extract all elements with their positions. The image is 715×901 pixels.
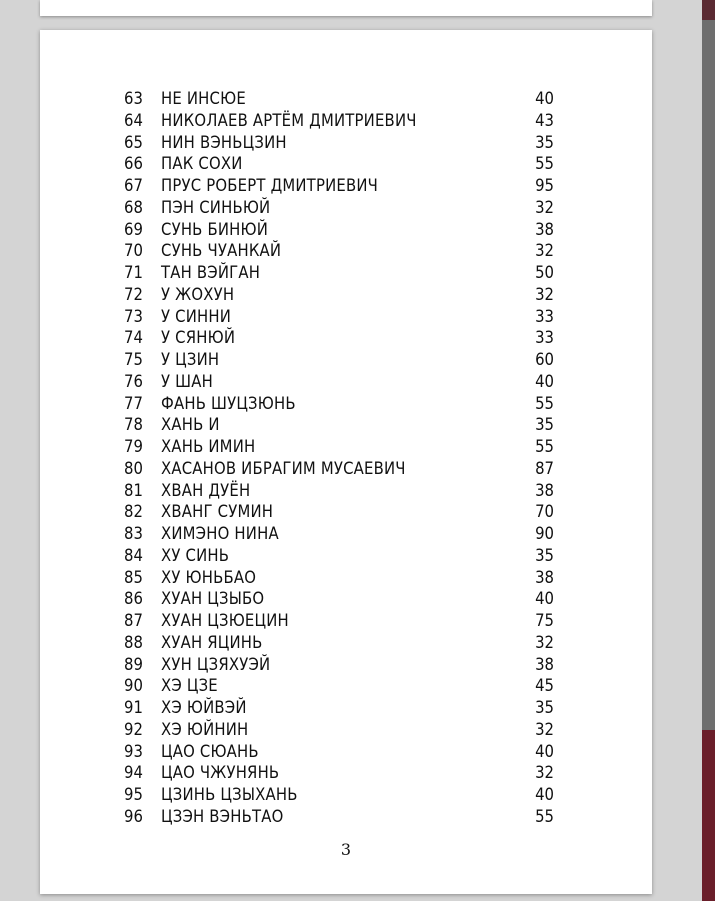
row-number: 87 bbox=[124, 611, 143, 630]
row-number: 90 bbox=[124, 676, 143, 696]
row-number: 83 bbox=[124, 524, 143, 543]
list-item bbox=[124, 675, 554, 697]
list-item bbox=[124, 88, 554, 110]
previous-page-edge bbox=[40, 0, 652, 16]
list-item bbox=[124, 697, 554, 719]
participant-name: У ШАН bbox=[161, 371, 213, 391]
row-number: 72 bbox=[124, 284, 143, 304]
row-number: 75 bbox=[124, 350, 143, 369]
list-item bbox=[124, 284, 554, 306]
score-value: 43 bbox=[535, 110, 554, 130]
list-item bbox=[124, 306, 554, 328]
score-value: 35 bbox=[535, 415, 554, 435]
row-number: 70 bbox=[124, 241, 143, 261]
score-value: 90 bbox=[535, 524, 554, 543]
participant-name: У ЦЗИН bbox=[161, 350, 220, 369]
list-item bbox=[124, 632, 554, 654]
list-item bbox=[124, 741, 554, 763]
list-item bbox=[124, 371, 554, 393]
row-number: 67 bbox=[124, 176, 143, 195]
score-value: 45 bbox=[535, 676, 554, 696]
score-value: 32 bbox=[535, 763, 554, 783]
score-value: 40 bbox=[535, 741, 554, 761]
score-value: 35 bbox=[535, 132, 554, 152]
score-value: 87 bbox=[535, 458, 554, 478]
row-number: 66 bbox=[124, 154, 143, 174]
participant-name: ЦЗЭН ВЭНЬТАО bbox=[161, 806, 284, 826]
list-item bbox=[124, 567, 554, 589]
list-item bbox=[124, 480, 554, 502]
row-number: 81 bbox=[124, 480, 143, 500]
row-number: 71 bbox=[124, 263, 143, 282]
participant-name: ХЭ ЮЙНИН bbox=[161, 719, 249, 739]
list-item bbox=[124, 132, 554, 154]
list-item bbox=[124, 806, 554, 828]
list-item bbox=[124, 545, 554, 567]
list-item bbox=[124, 719, 554, 741]
participant-name: ХУ СИНЬ bbox=[161, 545, 230, 565]
score-value: 60 bbox=[535, 350, 554, 369]
score-value: 70 bbox=[535, 502, 554, 522]
row-number: 88 bbox=[124, 632, 143, 652]
participant-name: ХЭ ЮЙВЭЙ bbox=[161, 698, 247, 717]
score-value: 40 bbox=[535, 371, 554, 391]
score-value: 38 bbox=[535, 567, 554, 587]
list-item bbox=[124, 436, 554, 458]
results-list bbox=[124, 88, 554, 828]
participant-name: ПРУС РОБЕРТ ДМИТРИЕВИЧ bbox=[161, 176, 379, 195]
list-item bbox=[124, 219, 554, 241]
list-item bbox=[124, 197, 554, 219]
score-value: 75 bbox=[535, 611, 554, 630]
score-value: 40 bbox=[535, 89, 554, 108]
list-item bbox=[124, 458, 554, 480]
row-number: 69 bbox=[124, 219, 143, 239]
list-item bbox=[124, 501, 554, 523]
participant-name: У ЖОХУН bbox=[161, 284, 235, 304]
participant-name: ХУАН ЦЗЮЕЦИН bbox=[161, 611, 289, 630]
row-number: 79 bbox=[124, 437, 143, 456]
score-value: 32 bbox=[535, 632, 554, 652]
score-value: 55 bbox=[535, 437, 554, 456]
participant-name: ХВАН ДУЁН bbox=[161, 480, 251, 500]
participant-name: ПАК СОХИ bbox=[161, 154, 243, 174]
row-number: 77 bbox=[124, 393, 143, 413]
participant-name: СУНЬ ЧУАНКАЙ bbox=[161, 241, 282, 261]
participant-name: ЦАО ЧЖУНЯНЬ bbox=[161, 763, 280, 783]
side-accent-bottom bbox=[702, 730, 715, 901]
participant-name: У СИННИ bbox=[161, 306, 232, 326]
score-value: 32 bbox=[535, 719, 554, 739]
score-value: 50 bbox=[535, 263, 554, 282]
participant-name: ПЭН СИНЬЮЙ bbox=[161, 197, 271, 217]
row-number: 95 bbox=[124, 785, 143, 804]
list-item bbox=[124, 175, 554, 197]
list-item bbox=[124, 327, 554, 349]
row-number: 80 bbox=[124, 458, 143, 478]
list-item bbox=[124, 784, 554, 806]
score-value: 38 bbox=[535, 480, 554, 500]
score-value: 33 bbox=[535, 328, 554, 348]
row-number: 78 bbox=[124, 415, 143, 435]
participant-name: ФАНЬ ШУЦЗЮНЬ bbox=[161, 393, 296, 413]
participant-name: СУНЬ БИНЮЙ bbox=[161, 219, 269, 239]
participant-name: ХУН ЦЗЯХУЭЙ bbox=[161, 654, 271, 674]
score-value: 38 bbox=[535, 654, 554, 674]
viewer-side-strip bbox=[702, 0, 715, 901]
row-number: 68 bbox=[124, 197, 143, 217]
participant-name: У СЯНЮЙ bbox=[161, 328, 236, 348]
row-number: 85 bbox=[124, 567, 143, 587]
participant-name: ХВАНГ СУМИН bbox=[161, 502, 274, 522]
row-number: 92 bbox=[124, 719, 143, 739]
participant-name: НИН ВЭНЬЦЗИН bbox=[161, 132, 287, 152]
participant-name: ХУАН ЦЗЫБО bbox=[161, 589, 265, 609]
list-item bbox=[124, 610, 554, 632]
participant-name: ЦАО СЮАНЬ bbox=[161, 741, 259, 761]
score-value: 32 bbox=[535, 241, 554, 261]
row-number: 82 bbox=[124, 502, 143, 522]
list-item bbox=[124, 414, 554, 436]
score-value: 55 bbox=[535, 154, 554, 174]
score-value: 35 bbox=[535, 545, 554, 565]
score-value: 55 bbox=[535, 393, 554, 413]
score-value: 38 bbox=[535, 219, 554, 239]
score-value: 40 bbox=[535, 589, 554, 609]
list-item bbox=[124, 240, 554, 262]
row-number: 89 bbox=[124, 654, 143, 674]
side-accent-top bbox=[702, 0, 715, 20]
participant-name: НЕ ИНСЮЕ bbox=[161, 89, 246, 108]
row-number: 74 bbox=[124, 328, 143, 348]
row-number: 93 bbox=[124, 741, 143, 761]
list-item bbox=[124, 349, 554, 371]
row-number: 91 bbox=[124, 698, 143, 717]
list-item bbox=[124, 153, 554, 175]
list-item bbox=[124, 588, 554, 610]
row-number: 65 bbox=[124, 132, 143, 152]
participant-name: ЦЗИНЬ ЦЗЫХАНЬ bbox=[161, 785, 298, 804]
row-number: 76 bbox=[124, 371, 143, 391]
list-item bbox=[124, 262, 554, 284]
row-number: 94 bbox=[124, 763, 143, 783]
list-item bbox=[124, 762, 554, 784]
participant-name: ХАНЬ И bbox=[161, 415, 220, 435]
participant-name: ХЭ ЦЗЕ bbox=[161, 676, 218, 696]
score-value: 55 bbox=[535, 806, 554, 826]
score-value: 35 bbox=[535, 698, 554, 717]
row-number: 64 bbox=[124, 110, 143, 130]
list-item bbox=[124, 654, 554, 676]
participant-name: ХАСАНОВ ИБРАГИМ МУСАЕВИЧ bbox=[161, 458, 406, 478]
list-item bbox=[124, 110, 554, 132]
row-number: 63 bbox=[124, 89, 143, 108]
row-number: 86 bbox=[124, 589, 143, 609]
score-value: 95 bbox=[535, 176, 554, 195]
list-item bbox=[124, 393, 554, 415]
row-number: 84 bbox=[124, 545, 143, 565]
participant-name: ХУАН ЯЦИНЬ bbox=[161, 632, 263, 652]
participant-name: НИКОЛАЕВ АРТЁМ ДМИТРИЕВИЧ bbox=[161, 110, 417, 130]
document-page bbox=[40, 30, 652, 894]
row-number: 96 bbox=[124, 806, 143, 826]
score-value: 33 bbox=[535, 306, 554, 326]
score-value: 32 bbox=[535, 197, 554, 217]
score-value: 32 bbox=[535, 284, 554, 304]
participant-name: ХУ ЮНЬБАО bbox=[161, 567, 257, 587]
participant-name: ТАН ВЭЙГАН bbox=[161, 263, 261, 282]
row-number: 73 bbox=[124, 306, 143, 326]
score-value: 40 bbox=[535, 785, 554, 804]
participant-name: ХИМЭНО НИНА bbox=[161, 524, 279, 543]
list-item bbox=[124, 523, 554, 545]
participant-name: ХАНЬ ИМИН bbox=[161, 437, 256, 456]
page-number: 3 bbox=[340, 840, 352, 859]
